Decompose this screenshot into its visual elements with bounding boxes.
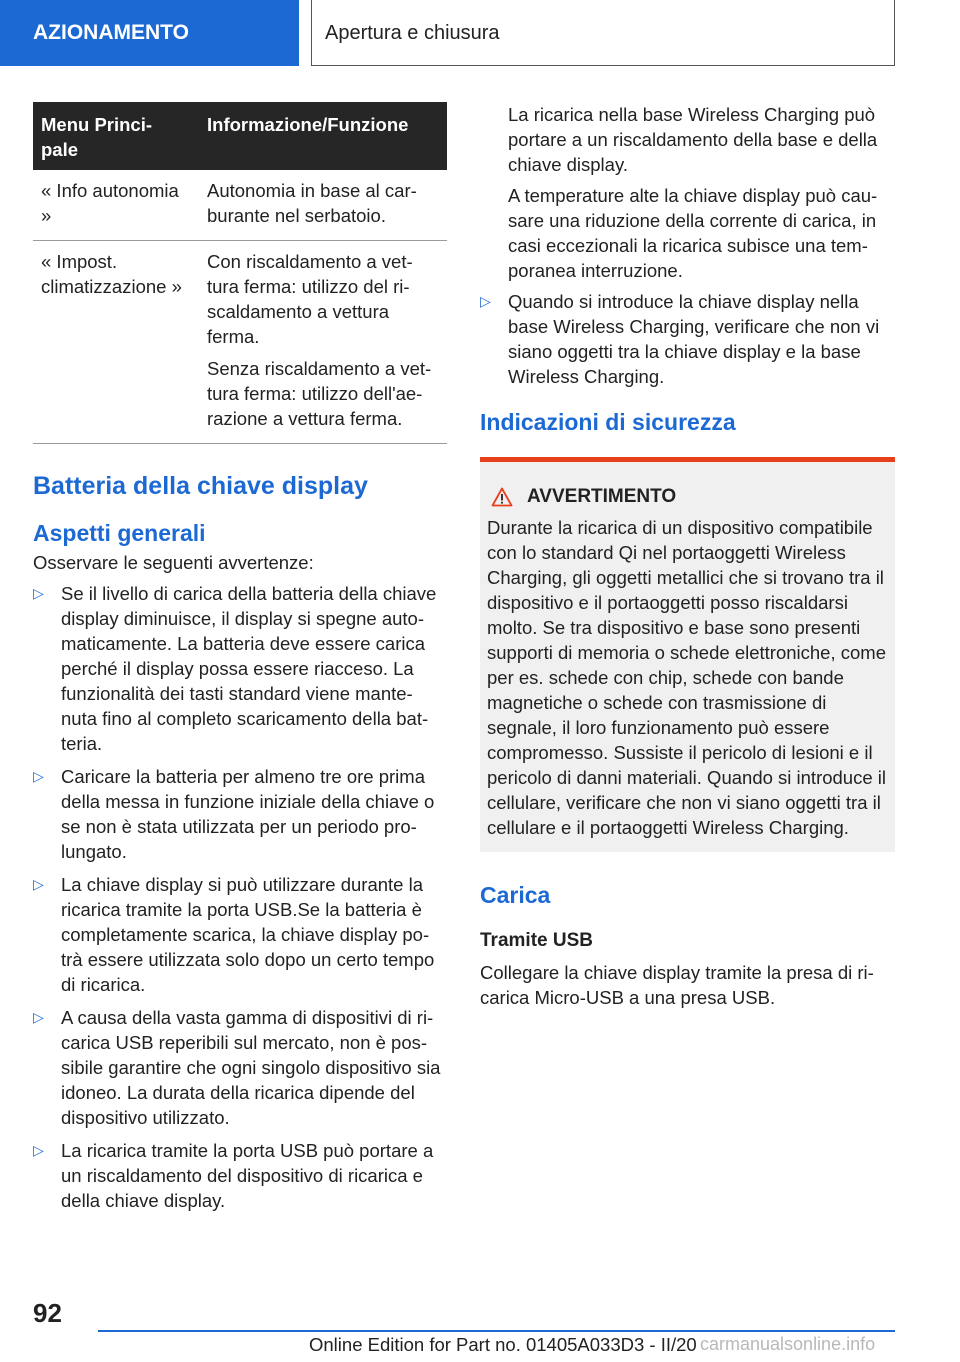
list-item <box>33 1005 447 1130</box>
list-item <box>33 872 447 997</box>
menu-table <box>33 102 447 444</box>
warning-text: Durante la ricarica di un dispositivo compatibile con lo standard Qi nel portaoggetti Wireless Charging, gli oggetti metallici che si trovano tra il dispositivo e il portaoggetti posso riscaldarsi molto. Se tra dispositivo e base sono presenti supporti di memoria o schede elettroniche, come per es. schede con chip, schede con bande magnetiche o schede con trasmissione di segnale, il loro funzionamento può essere compromesso. Sussiste il pericolo di lesioni e il pericolo di danni materiali. Quando si introduce il cellulare, verificare che non vi siano oggetti tra il cellulare e il portaoggetti Wireless Charging. <box>487 517 886 838</box>
footer-divider <box>98 1330 895 1332</box>
bullet-triangle-icon: ▷ <box>33 768 44 784</box>
continued-text: A temperature alte la chiave display può cau-sare una riduzione della corrente di carica, in casi eccezionali la ricarica subisce una tem-poranea interruzione. <box>508 185 878 281</box>
warning-box <box>480 457 895 852</box>
list-item <box>33 764 447 864</box>
chapter-title: Apertura e chiusura <box>311 0 895 66</box>
continued-text: La ricarica nella base Wireless Charging può portare a un riscaldamento della base e della chiave display. <box>508 104 878 175</box>
section-tab[interactable]: AZIONAMENTO <box>0 0 299 66</box>
list-item <box>33 581 447 756</box>
bullet-triangle-icon: ▷ <box>33 585 44 601</box>
usb-heading: Tramite USB <box>480 930 593 951</box>
usb-text: Collegare la chiave display tramite la presa di ri-carica Micro-USB a una presa USB. <box>480 962 874 1008</box>
list-item-text: La chiave display si può utilizzare durante la ricarica tramite la porta USB.Se la batteria è completamente scarica, la chiave display po-trà essere utilizzata solo dopo un certo tempo di ricarica. <box>61 874 435 995</box>
watermark: carmanualsonline.info <box>700 1334 876 1354</box>
table-cell-text: Senza riscaldamento a vet-tura ferma: utilizzo dell'ae-razione a vettura ferma. <box>207 358 432 429</box>
bullet-triangle-icon: ▷ <box>33 1009 44 1025</box>
edition-text: Online Edition for Part no. 01405A033D3 - II/20 <box>309 1334 697 1355</box>
charging-heading: Carica <box>480 882 551 908</box>
list-item-text: Caricare la batteria per almeno tre ore prima della messa in funzione iniziale della chiave o se non è stata utilizzata per un periodo pro-lungato. <box>61 766 435 862</box>
list-item-text: La ricarica tramite la porta USB può portare a un riscaldamento del dispositivo di ricarica e della chiave display. <box>61 1140 434 1211</box>
table-cell-menu: « Impost. climatizzazione » <box>33 241 199 444</box>
battery-bullet-list <box>33 581 447 1213</box>
warning-header <box>487 484 887 509</box>
table-row <box>33 170 447 241</box>
table-cell-menu: « Info autonomia » <box>33 170 199 241</box>
battery-section-title: Batteria della chiave display <box>33 472 368 500</box>
table-row <box>33 241 447 444</box>
bullet-triangle-icon: ▷ <box>33 1142 44 1158</box>
list-item-text: Se il livello di carica della batteria della chiave display diminuisce, il display si spegne auto-maticamente. La batteria deve essere carica perché il display possa essere riacceso. La funzionalità dei tasti standard viene mante-nuta fino al completo scaricamento della bat-teria. <box>61 583 437 754</box>
intro-text: Osservare le seguenti avvertenze: <box>33 552 314 573</box>
right-column <box>480 102 895 1010</box>
bullet-triangle-icon: ▷ <box>480 293 491 309</box>
wireless-bullet-list <box>480 289 895 389</box>
left-column <box>33 102 447 1221</box>
continued-item <box>480 102 895 283</box>
table-cell-text: Autonomia in base al car-burante nel serbatoio. <box>207 180 417 226</box>
list-item <box>33 1138 447 1213</box>
bullet-triangle-icon: ▷ <box>33 876 44 892</box>
table-header-row <box>33 102 447 170</box>
table-header-info: Informazione/Funzione <box>199 102 447 170</box>
table-header-menu: Menu Princi- pale <box>33 102 199 170</box>
table-cell-info <box>199 241 447 444</box>
list-item <box>480 289 895 389</box>
warning-title: AVVERTIMENTO <box>527 486 677 507</box>
page-number: 92 <box>33 1298 62 1328</box>
table-cell-text: Con riscaldamento a vet-tura ferma: utilizzo del ri-scaldamento a vettura ferma. <box>207 251 413 347</box>
list-item-text: A causa della vasta gamma di dispositivi di ri-carica USB reperibili sul mercato, non è pos-sibile garantire che ogni singolo dispositivo sia idoneo. La durata della ricarica dipende del dispositivo utilizzato. <box>61 1007 441 1128</box>
safety-heading: Indicazioni di sicurezza <box>480 409 736 435</box>
table-cell-info <box>199 170 447 241</box>
general-aspects-heading: Aspetti generali <box>33 520 206 546</box>
warning-triangle-icon <box>491 487 513 507</box>
list-item-text: Quando si introduce la chiave display nella base Wireless Charging, verificare che non vi siano oggetti tra la chiave display e la base Wireless Charging. <box>508 291 880 387</box>
